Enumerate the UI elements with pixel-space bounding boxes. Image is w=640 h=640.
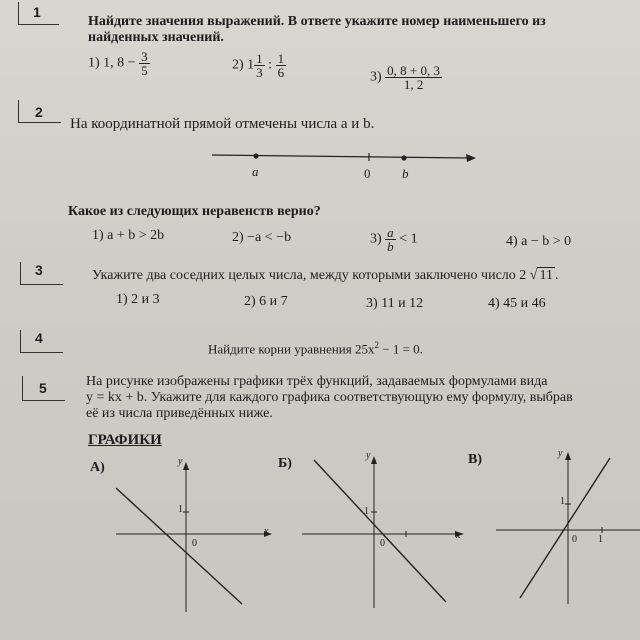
graph-a-origin: 0 [192, 538, 197, 549]
task2-title: На координатной прямой отмечены числа a и b. [70, 116, 375, 132]
graph-a-x-label: x [264, 526, 269, 537]
graph-c-line [520, 458, 610, 598]
number-line-label-zero: 0 [364, 166, 371, 181]
task3-option2: 2) 6 и 7 [244, 294, 288, 309]
task5-line1: На рисунке изображены графики трёх функций, задаваемых формулами вида [86, 374, 548, 389]
graphs-heading: ГРАФИКИ [88, 432, 162, 448]
task3-option1: 1) 2 и 3 [116, 292, 160, 307]
graph-c-tick-label: 1 [560, 496, 565, 507]
graph-a-tick-label: 1 [178, 504, 183, 515]
graph-b-y-label: y [366, 450, 371, 461]
task1-line2: найденных значений. [88, 30, 224, 45]
task2-option2: 2) −a < −b [232, 230, 292, 245]
graph-a [110, 456, 280, 616]
graph-c-label: В) [468, 452, 482, 467]
task4-number-box [20, 330, 63, 353]
graph-b-line [314, 460, 446, 602]
task3-text: Укажите два соседних целых числа, между которыми заключено число 2 √ 11 . [92, 268, 559, 283]
task1-line1: Найдите значения выражений. В ответе укажите номер наименьшего из [88, 14, 546, 29]
graph-c-tick-x-label: 1 [598, 534, 603, 545]
task1-option1: 1) 1, 8 − $\frac{3}{5}$ [88, 49, 148, 78]
graph-a-y-label: y [178, 456, 183, 467]
task2-option4: 4) a − b > 0 [506, 234, 572, 249]
task1-option1-fraction: $\frac{3}{5}$ [141, 49, 148, 78]
graph-b-tick-label: 1 [364, 506, 369, 517]
graph-b-label: Б) [278, 456, 292, 471]
graph-b-origin: 0 [380, 538, 385, 549]
graph-b [296, 452, 476, 612]
task4-equation: Найдите корни уравнения $25x^2 - 1 = 0$. [208, 340, 423, 357]
graph-c [490, 448, 640, 608]
graph-b-x-label: x [456, 530, 461, 541]
task2-option1: 1) a + b > 2b [92, 228, 165, 243]
task3-option4: 4) 45 и 46 [488, 296, 546, 311]
task1-number: 1 [33, 4, 41, 20]
number-line-label-a: a [252, 164, 259, 179]
graph-c-origin: 0 [572, 534, 577, 545]
task1-option3: 3) $\frac{0, 8 + 0, 3}{1, 2}$ [370, 63, 441, 92]
task1-option2: 2) 1 $\frac{1}{3}$ : $\frac{1}{6}$ [232, 51, 285, 80]
task5-line2: y = kx + b. Укажите для каждого графика соответствующую ему формулу, выбрав [86, 390, 573, 405]
task2-question: Какое из следующих неравенств верно? [68, 204, 321, 219]
graph-c-y-label: y [558, 448, 563, 459]
task3-option3: 3) 11 и 12 [366, 296, 424, 311]
task2-option3: 3) $\frac{a}{b}$ < 1 [370, 225, 418, 254]
task5-line3: её из числа приведённых ниже. [86, 406, 273, 421]
sqrt-symbol: √ [529, 268, 538, 283]
task2-number: 2 [35, 104, 43, 120]
task4-number: 4 [35, 330, 43, 346]
task5-number-box [22, 376, 65, 401]
graph-a-label: А) [90, 460, 105, 475]
number-line-label-b: b [402, 166, 409, 181]
task3-number-box [20, 262, 63, 285]
task3-number: 3 [35, 262, 43, 278]
task5-number: 5 [39, 380, 47, 396]
